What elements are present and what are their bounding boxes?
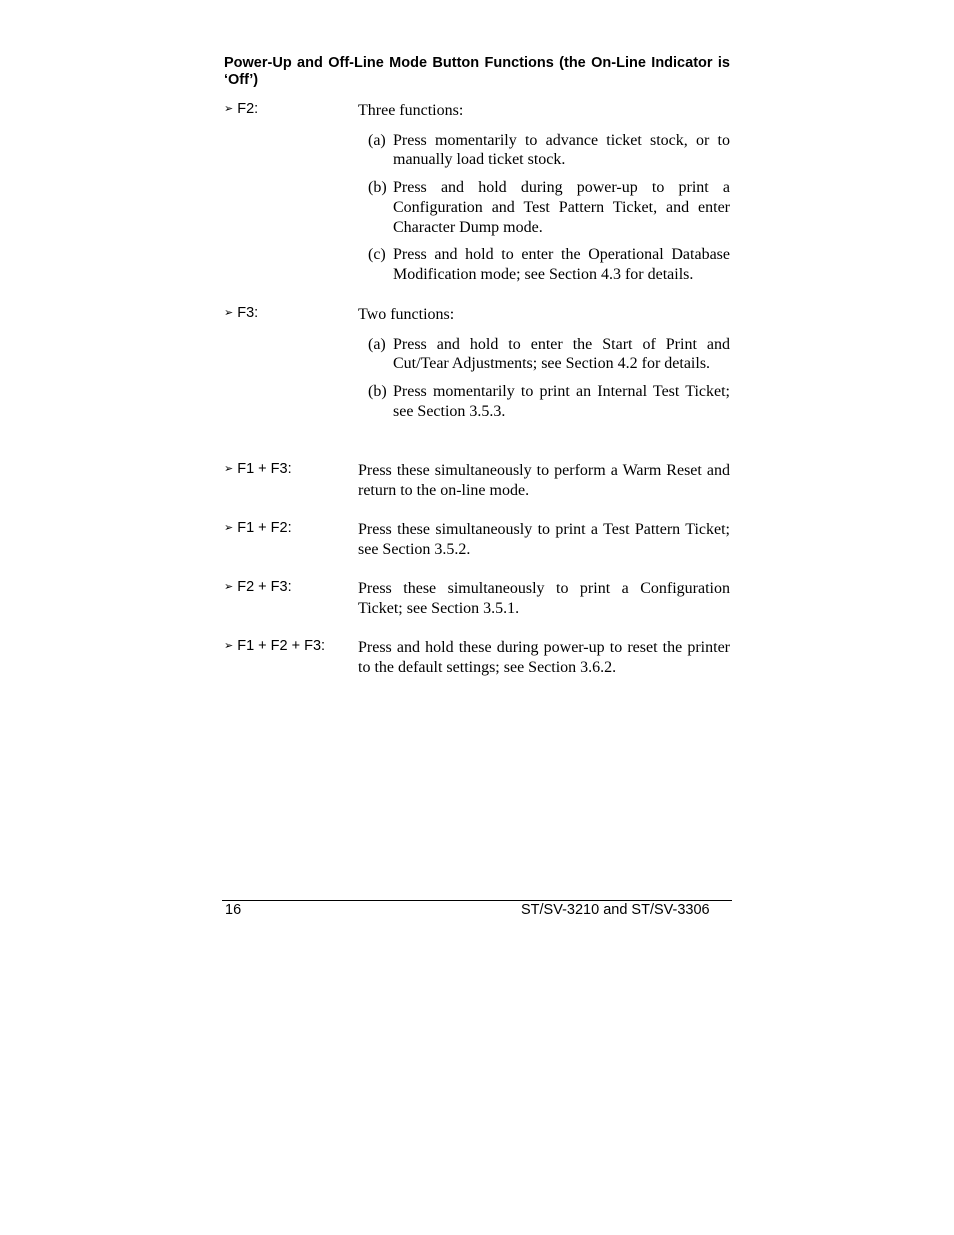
entry-key <box>224 100 258 120</box>
sub-item-text: Press and hold during power-up to print a Configuration and Test Pattern Ticket, and enter Character Dump mode. <box>393 179 730 236</box>
entry-text: Press these simultaneously to print a Test Pattern Ticket; see Section 3.5.2. <box>358 521 730 558</box>
sub-item <box>368 178 730 237</box>
arrowhead-bullet-icon: ➢ <box>224 463 234 475</box>
sub-item-label: (b) <box>368 383 387 401</box>
entry-intro: Two functions: <box>358 306 455 323</box>
sub-item <box>368 335 730 374</box>
key-label: F1 + F2 + F3: <box>237 638 326 654</box>
section-heading: Power-Up and Off-Line Mode Button Functions (the On-Line Indicator is ‘Off’) <box>224 55 730 88</box>
sub-item-text: Press and hold to enter the Operational Database Modification mode; see Section 4.3 for details. <box>393 246 730 283</box>
entry-key <box>224 460 292 480</box>
sub-item <box>368 131 730 170</box>
key-label: F1 + F2: <box>237 520 292 536</box>
entry-description <box>358 579 730 618</box>
key-label: F2: <box>237 101 259 117</box>
key-label: F1 + F3: <box>237 461 292 477</box>
entry-text: Press these simultaneously to print a Configuration Ticket; see Section 3.5.1. <box>358 580 730 617</box>
entry-text: Press and hold these during power-up to reset the printer to the default settings; see Section 3.6.2. <box>358 639 730 676</box>
entry-description <box>358 101 730 293</box>
sub-item-text: Press and hold to enter the Start of Print and Cut/Tear Adjustments; see Section 4.2 for details. <box>393 335 730 373</box>
entry-description <box>358 638 730 677</box>
entry-key <box>224 519 292 539</box>
sub-item-text: Press momentarily to print an Internal Test Ticket; see Section 3.5.3. <box>393 383 730 420</box>
entry-description <box>358 305 730 430</box>
sub-item <box>368 245 730 284</box>
footer-divider <box>222 900 732 901</box>
entry-key <box>224 304 258 324</box>
sub-item-label: (c) <box>368 246 386 264</box>
entry-key <box>224 578 292 598</box>
arrowhead-bullet-icon: ➢ <box>224 522 234 534</box>
footer-doc-title: ST/SV-3210 and ST/SV-3306 <box>521 902 710 918</box>
key-label: F3: <box>237 305 259 321</box>
arrowhead-bullet-icon: ➢ <box>224 581 234 593</box>
arrowhead-bullet-icon: ➢ <box>224 640 234 652</box>
entry-intro: Three functions: <box>358 102 464 119</box>
entry-description <box>358 461 730 500</box>
entry-text: Press these simultaneously to perform a Warm Reset and return to the on-line mode. <box>358 462 730 499</box>
arrowhead-bullet-icon: ➢ <box>224 307 234 319</box>
sub-item-label: (a) <box>368 131 386 149</box>
arrowhead-bullet-icon: ➢ <box>224 103 234 115</box>
key-label: F2 + F3: <box>237 579 292 595</box>
page-number: 16 <box>225 902 242 918</box>
sub-item-text: Press momentarily to advance ticket stock, or to manually load ticket stock. <box>393 131 730 169</box>
sub-item <box>368 382 730 421</box>
entry-description <box>358 520 730 559</box>
sub-item-label: (a) <box>368 335 386 353</box>
sub-item-label: (b) <box>368 179 387 197</box>
entry-key <box>224 637 325 657</box>
